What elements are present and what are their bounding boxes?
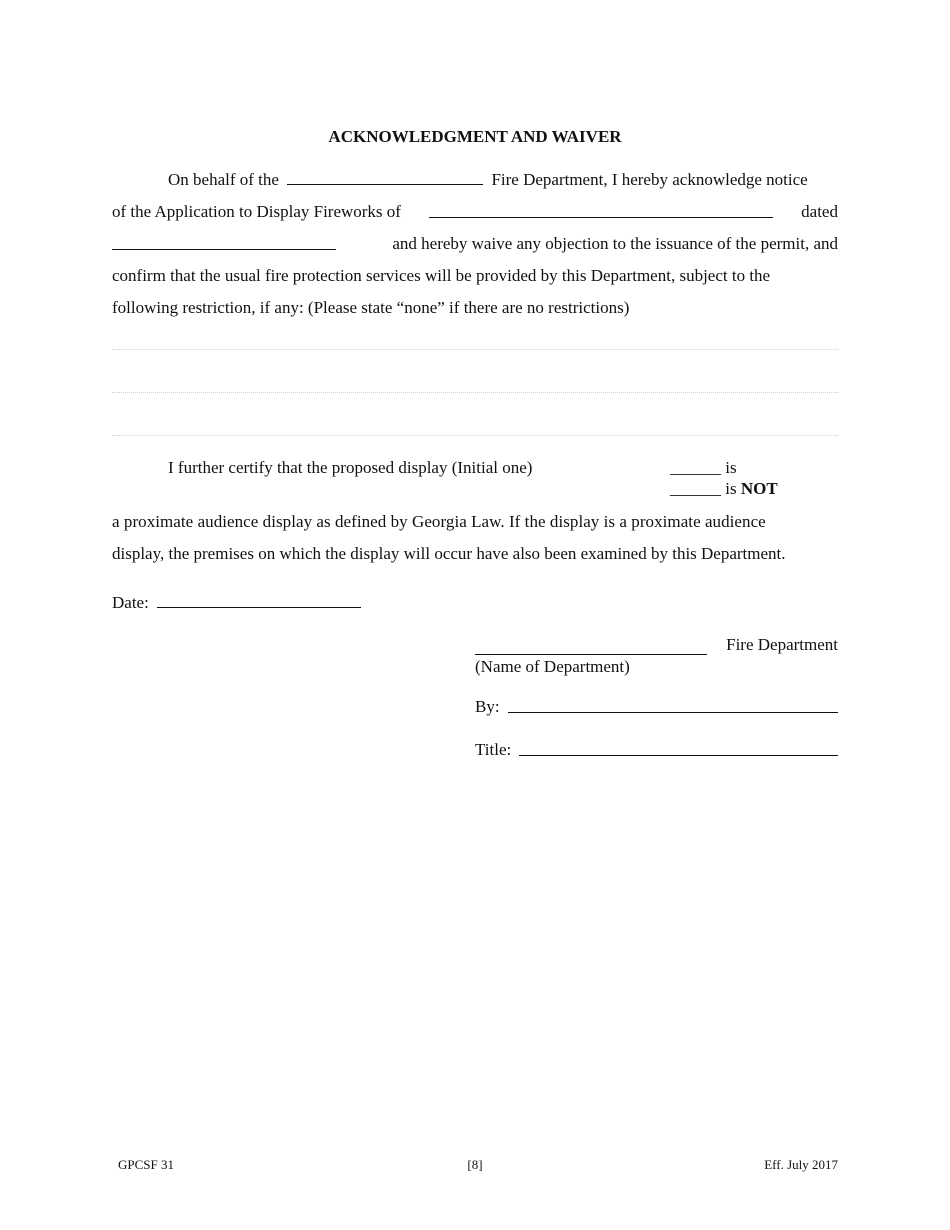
line1-text-b: Fire Department, I hereby acknowledge notice [491,170,808,189]
footer-form-number: GPCSF 31 [118,1157,174,1172]
option-is-not-blank[interactable]: ______ [670,479,721,498]
line1-text-a: On behalf of the [168,170,279,189]
paragraph2-line-2: display, the premises on which the display will occur have also been examined by this Department. [112,544,786,563]
title-label: Title: [475,740,512,759]
document-title: ACKNOWLEDGMENT AND WAIVER [328,127,622,146]
department-suffix: Fire Department [726,635,838,654]
option-is-label: is [725,458,737,477]
restriction-line-3[interactable] [112,435,838,436]
by-blank[interactable] [508,697,838,713]
application-date-blank[interactable] [112,248,336,250]
restriction-line-2[interactable] [112,392,838,393]
paragraph2-line-1: a proximate audience display as defined by Georgia Law. If the display is a proximate audience [112,512,766,531]
option-is-not[interactable] [670,479,778,499]
title-field [475,740,838,760]
option-is-not-label: is [725,479,737,498]
line2-text-a: of the Application to Display Fireworks of [112,202,401,221]
paragraph-line-3 [112,228,838,260]
proximate-audience-paragraph [112,506,838,570]
department-caption: (Name of Department) [475,657,630,676]
date-field [112,593,361,613]
paragraph-line-2 [112,196,838,228]
restriction-line-1[interactable] [112,349,838,350]
option-is-blank[interactable]: ______ [670,458,721,477]
option-is[interactable] [670,458,737,478]
footer-page-number: [8] [467,1157,483,1172]
line2-text-b: dated [801,202,838,221]
by-label: By: [475,697,500,716]
fire-department-name-blank[interactable] [287,183,483,185]
certify-text: I further certify that the proposed display (Initial one) [168,458,533,477]
department-name-blank[interactable] [475,653,707,655]
title-blank[interactable] [519,740,838,756]
applicant-name-blank[interactable] [429,216,773,218]
date-blank[interactable] [157,606,361,608]
date-label: Date: [112,593,149,612]
by-field [475,697,838,717]
paragraph-line-4: confirm that the usual fire protection services will be provided by this Department, subject to the [112,266,771,285]
option-not-bold: NOT [740,479,778,498]
paragraph-line-1 [112,164,838,196]
paragraph-line-5: following restriction, if any: (Please state “none” if there are no restrictions) [112,298,630,317]
department-signature-line [475,635,838,655]
line3-text-b: and hereby waive any objection to the issuance of the permit, and [392,234,838,253]
acknowledgment-paragraph [112,164,838,324]
footer-effective-date: Eff. July 2017 [764,1157,838,1172]
